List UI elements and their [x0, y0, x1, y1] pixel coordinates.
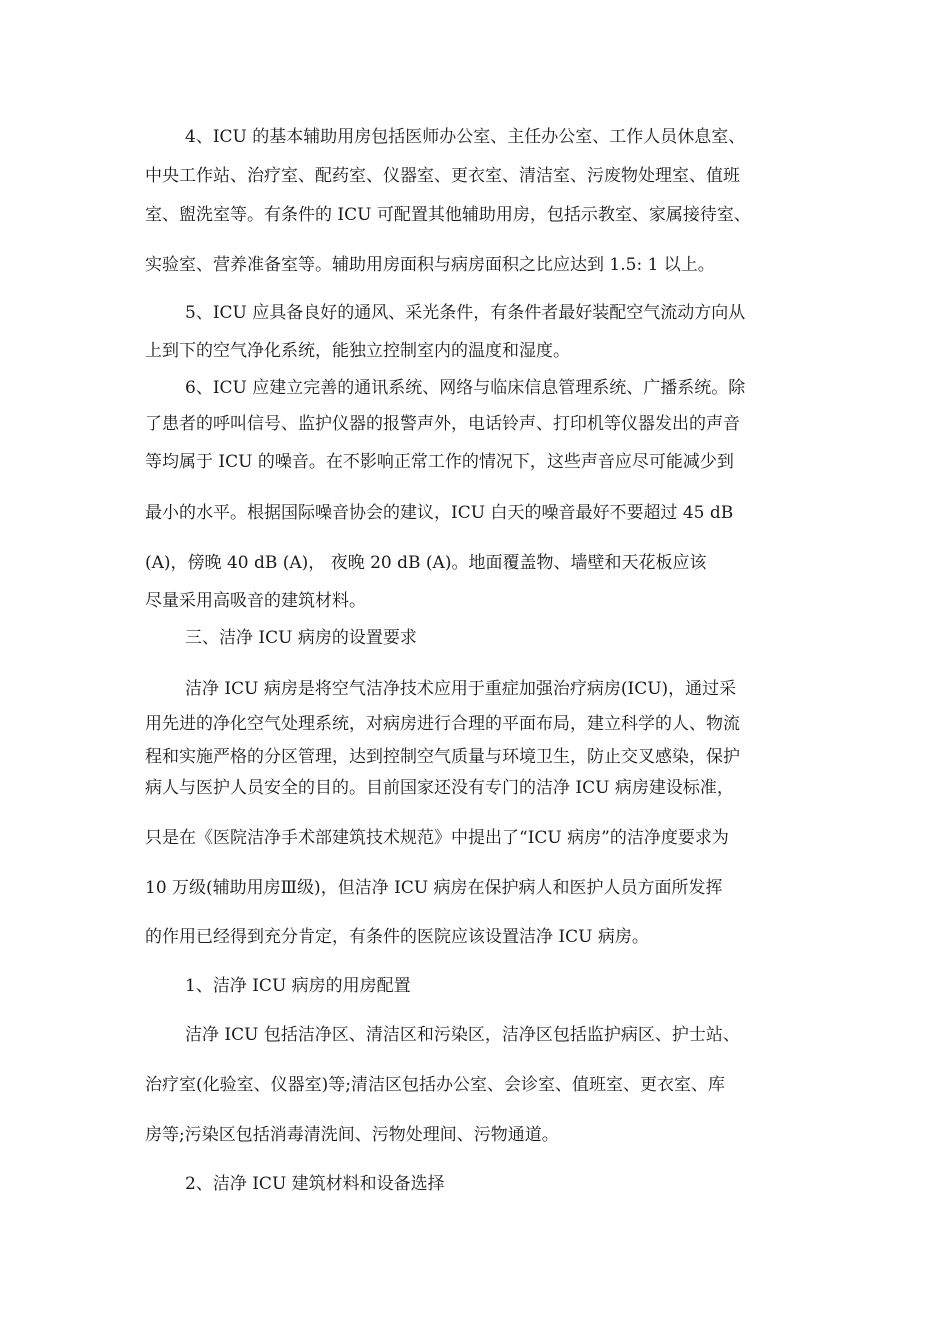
- text-line: 室、盥洗室等。有条件的 ICU 可配置其他辅助用房，包括示教室、家属接待室、: [145, 205, 751, 225]
- text-line: 病人与医护人员安全的目的。目前国家还没有专门的洁净 ICU 病房建设标准，: [145, 778, 734, 798]
- text-line: 了患者的呼叫信号、监护仪器的报警声外，电话铃声、打印机等仪器发出的声音: [145, 414, 740, 434]
- text-line: 4、ICU 的基本辅助用房包括医师办公室、主任办公室、工作人员休息室、: [185, 127, 746, 147]
- text-line: 房等;污染区包括消毒清洗间、污物处理间、污物通道。: [145, 1125, 559, 1145]
- text-line: 实验室、营养准备室等。辅助用房面积与病房面积之比应达到 1.5: 1 以上。: [145, 255, 715, 275]
- text-line: 10 万级(辅助用房Ⅲ级)，但洁净 ICU 病房在保护病人和医护人员方面所发挥: [145, 878, 723, 898]
- text-line: 等均属于 ICU 的噪音。在不影响正常工作的情况下，这些声音应尽可能减少到: [145, 452, 734, 472]
- text-line: 洁净 ICU 包括洁净区、清洁区和污染区，洁净区包括监护病区、护士站、: [185, 1025, 740, 1045]
- text-line: (A)，傍晚 40 dB (A)， 夜晚 20 dB (A)。地面覆盖物、墙壁和天花板应该: [145, 553, 707, 573]
- text-line: 最小的水平。根据国际噪音协会的建议，ICU 白天的噪音最好不要超过 45 dB: [145, 503, 734, 523]
- subsection-heading: 1、洁净 ICU 病房的用房配置: [185, 976, 411, 996]
- text-line: 只是在《医院洁净手术部建筑技术规范》中提出了“ICU 病房”的洁净度要求为: [145, 828, 729, 848]
- text-line: 治疗室(化验室、仪器室)等;清洁区包括办公室、会诊室、值班室、更衣室、库: [145, 1075, 725, 1095]
- text-line: 上到下的空气净化系统，能独立控制室内的温度和湿度。: [145, 341, 570, 361]
- text-line: 5、ICU 应具备良好的通风、采光条件，有条件者最好装配空气流动方向从: [185, 303, 746, 323]
- text-line: 洁净 ICU 病房是将空气洁净技术应用于重症加强治疗病房(ICU)，通过采: [185, 679, 737, 699]
- text-line: 用先进的净化空气处理系统，对病房进行合理的平面布局，建立科学的人、物流: [145, 714, 740, 734]
- text-line: 中央工作站、治疗室、配药室、仪器室、更衣室、清洁室、污废物处理室、值班: [145, 166, 740, 186]
- text-line: 尽量采用高吸音的建筑材料。: [145, 591, 366, 611]
- text-line: 的作用已经得到充分肯定，有条件的医院应该设置洁净 ICU 病房。: [145, 927, 649, 947]
- text-line: 程和实施严格的分区管理，达到控制空气质量与环境卫生，防止交叉感染，保护: [145, 747, 740, 767]
- subsection-heading: 2、洁净 ICU 建筑材料和设备选择: [185, 1174, 445, 1194]
- text-line: 6、ICU 应建立完善的通讯系统、网络与临床信息管理系统、广播系统。除: [185, 378, 746, 398]
- section-heading: 三、洁净 ICU 病房的设置要求: [185, 628, 417, 648]
